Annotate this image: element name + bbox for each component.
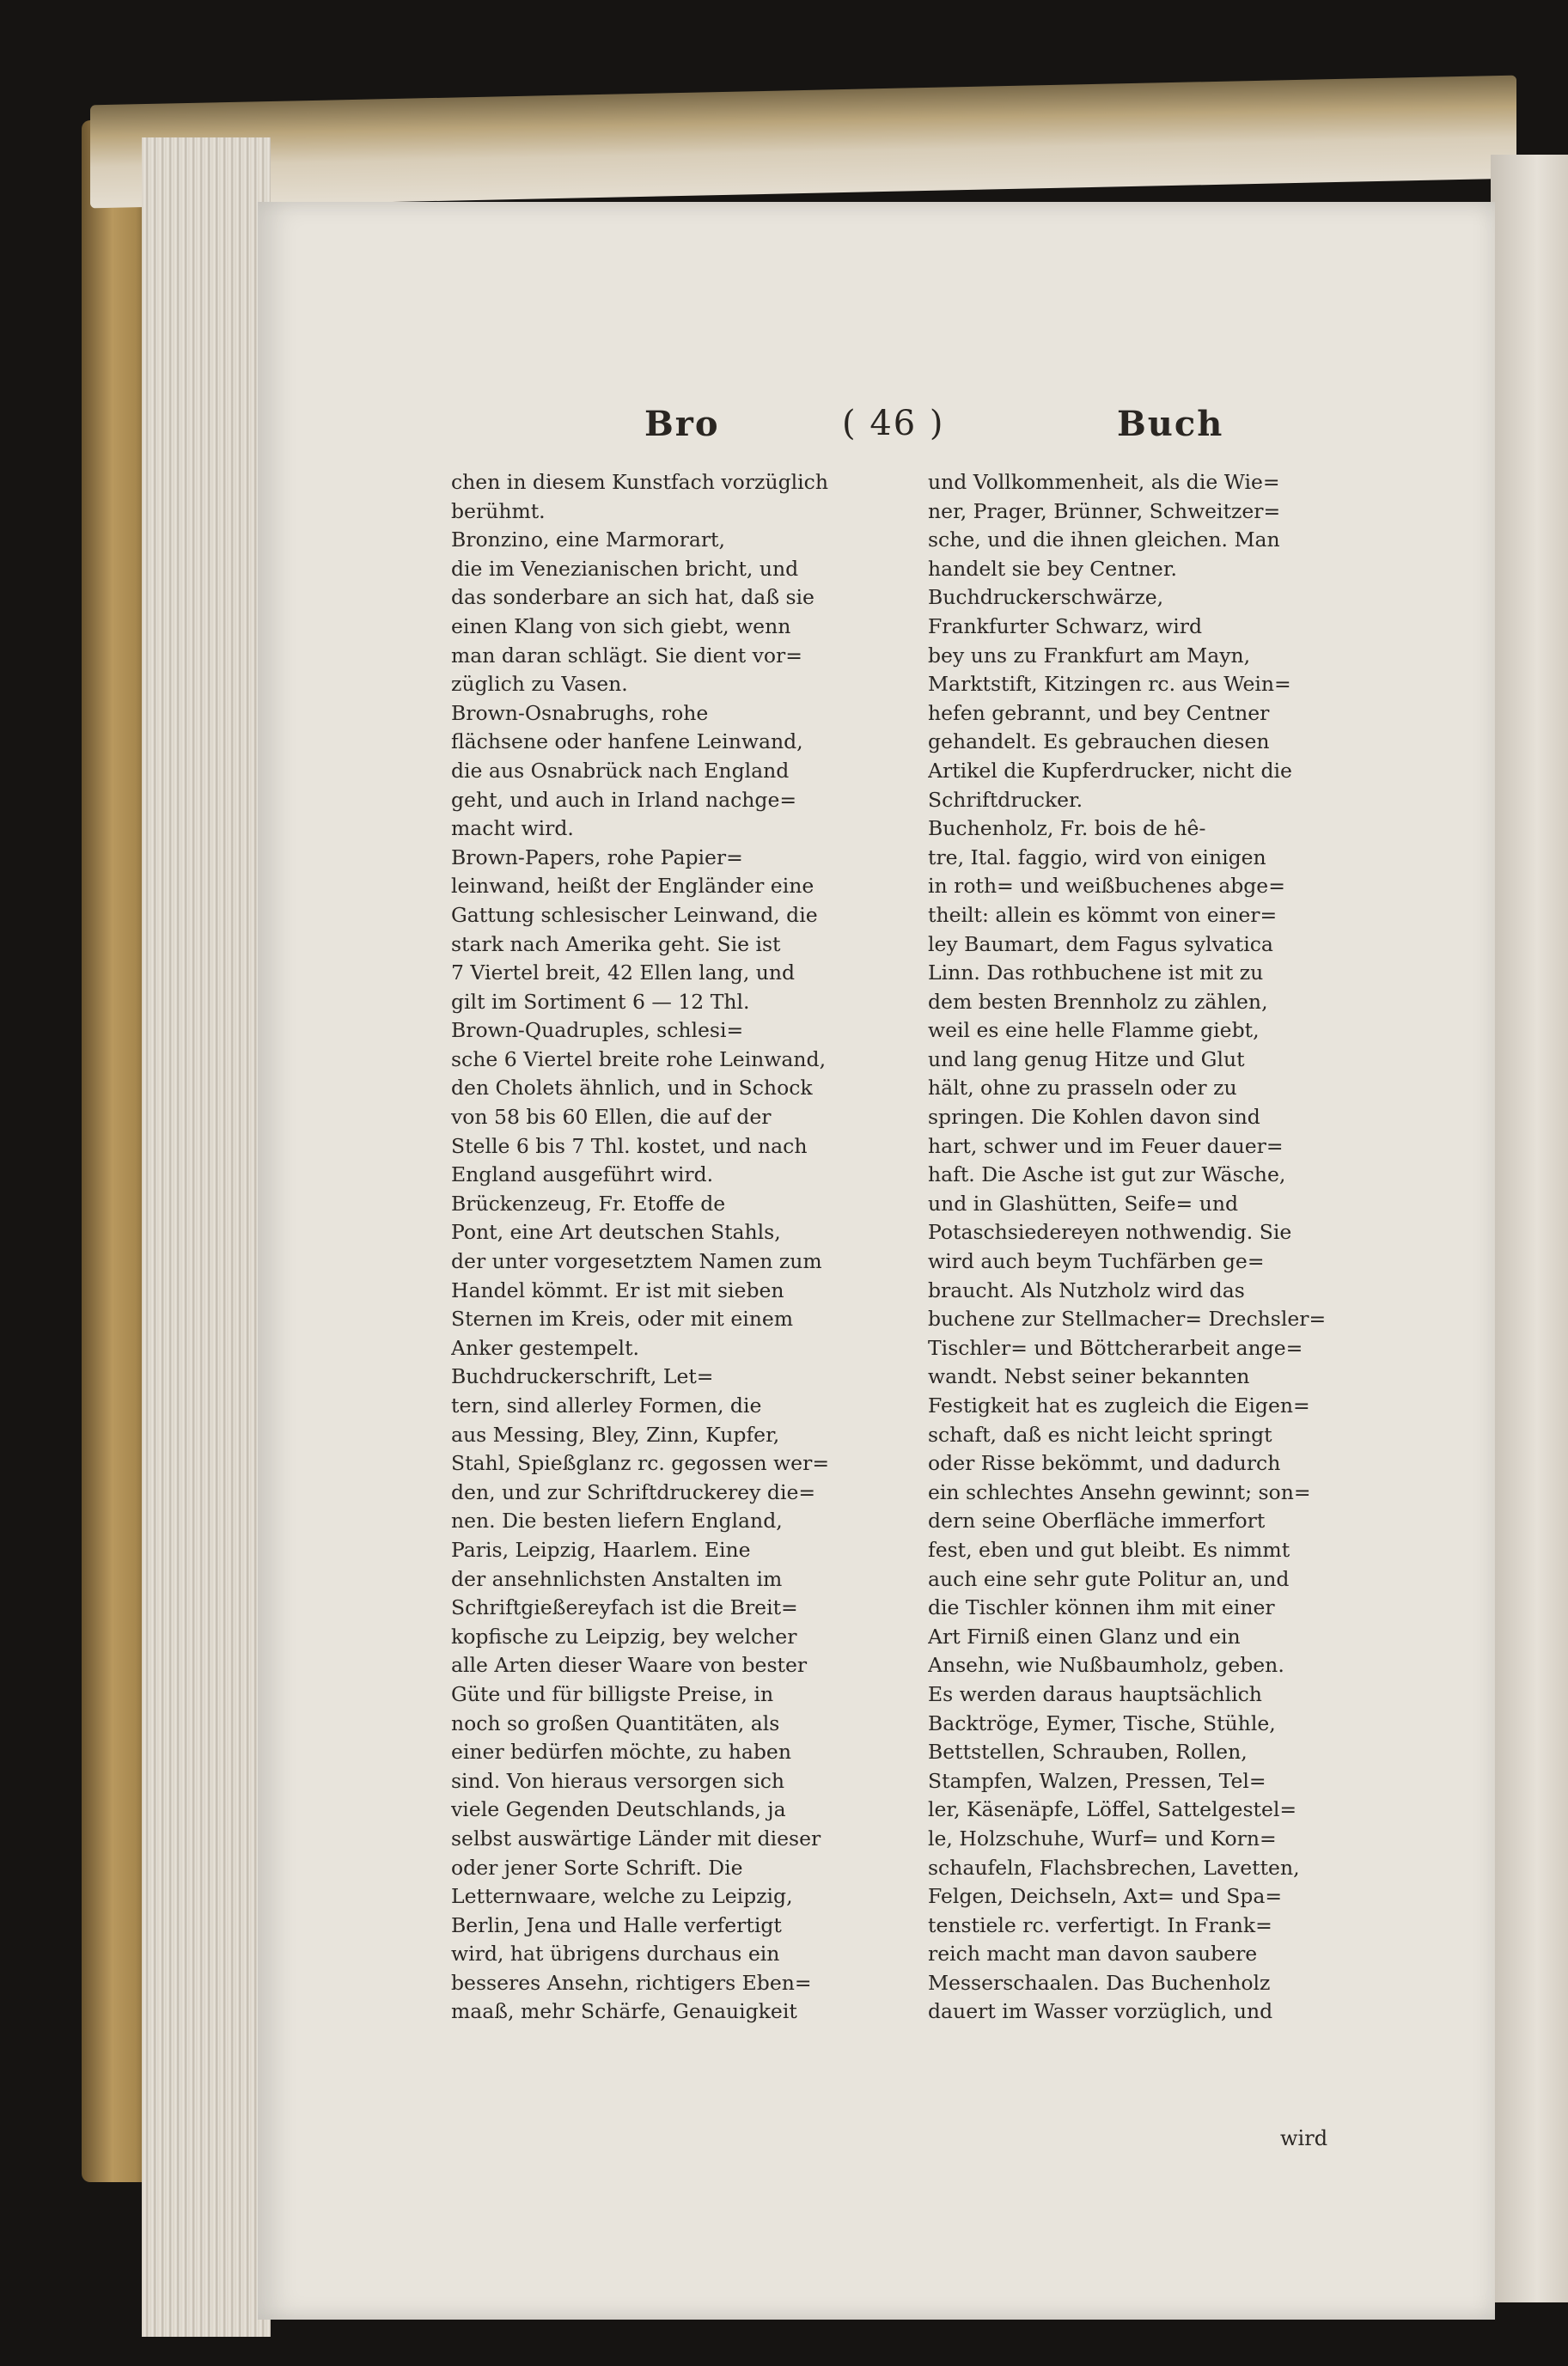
text-line: dem besten Brennholz zu zählen, bbox=[928, 989, 1268, 1014]
text-line: der unter vorgesetztem Namen zum bbox=[451, 1249, 822, 1274]
text-line: braucht. Als Nutzholz wird das bbox=[928, 1278, 1245, 1302]
text-line: man daran schlägt. Sie dient vor= bbox=[451, 643, 802, 668]
text-line: macht wird. bbox=[451, 816, 574, 841]
text-line: sche 6 Viertel breite rohe Leinwand, bbox=[451, 1046, 827, 1071]
text-line: Berlin, Jena und Halle verfertigt bbox=[451, 1912, 782, 1937]
text-line: Tischler= und Böttcherarbeit ange= bbox=[928, 1335, 1303, 1360]
text-line: bey uns zu Frankfurt am Mayn, bbox=[928, 643, 1251, 668]
text-line: wird auch beym Tuchfärben ge= bbox=[928, 1249, 1265, 1274]
text-line: le, Holzschuhe, Wurf= und Korn= bbox=[928, 1826, 1277, 1851]
text-line: in roth= und weißbuchenes abge= bbox=[928, 874, 1285, 899]
text-line: England ausgeführt wird. bbox=[451, 1162, 714, 1187]
text-line: ler, Käsenäpfe, Löffel, Sattelgestel= bbox=[928, 1797, 1297, 1822]
text-line: Bettstellen, Schrauben, Rollen, bbox=[928, 1740, 1248, 1765]
text-line: tenstiele rc. verfertigt. In Frank= bbox=[928, 1912, 1272, 1937]
text-line: leinwand, heißt der Engländer eine bbox=[451, 874, 815, 899]
text-line: Marktstift, Kitzingen rc. aus Wein= bbox=[928, 672, 1291, 697]
text-line: Letternwaare, welche zu Leipzig, bbox=[451, 1884, 793, 1909]
text-line: hefen gebrannt, und bey Centner bbox=[928, 700, 1270, 725]
text-line: hart, schwer und im Feuer dauer= bbox=[928, 1133, 1284, 1158]
text-line: kopfische zu Leipzig, bey welcher bbox=[451, 1624, 797, 1649]
text-line: Art Firniß einen Glanz und ein bbox=[928, 1624, 1241, 1649]
text-line: züglich zu Vasen. bbox=[451, 672, 628, 697]
text-line: wird, hat übrigens durchaus ein bbox=[451, 1942, 780, 1967]
text-line: Linn. Das rothbuchene ist mit zu bbox=[928, 960, 1264, 985]
text-line: das sonderbare an sich hat, daß sie bbox=[451, 585, 815, 610]
header-right-word: Buch bbox=[1117, 404, 1224, 444]
text-line: reich macht man davon saubere bbox=[928, 1942, 1258, 1967]
text-line: die Tischler können ihm mit einer bbox=[928, 1595, 1275, 1620]
text-line: Brown-Osnabrughs, rohe bbox=[451, 700, 709, 725]
text-line: die im Venezianischen bricht, und bbox=[451, 556, 799, 581]
text-line: sind. Von hieraus versorgen sich bbox=[451, 1768, 785, 1793]
text-line: Es werden daraus hauptsächlich bbox=[928, 1681, 1262, 1706]
text-line: und lang genug Hitze und Glut bbox=[928, 1046, 1245, 1071]
text-line: sche, und die ihnen gleichen. Man bbox=[928, 527, 1280, 552]
text-line: chen in diesem Kunstfach vorzüglich bbox=[451, 470, 828, 494]
text-line: die aus Osnabrück nach England bbox=[451, 758, 790, 783]
text-line: Sternen im Kreis, oder mit einem bbox=[451, 1307, 794, 1332]
page-edges bbox=[142, 137, 271, 2337]
text-line: Güte und für billigste Preise, in bbox=[451, 1681, 774, 1706]
text-line: Gattung schlesischer Leinwand, die bbox=[451, 902, 818, 927]
text-line: der ansehnlichsten Anstalten im bbox=[451, 1566, 783, 1591]
text-line: den Cholets ähnlich, und in Schock bbox=[451, 1076, 813, 1101]
text-line: Festigkeit hat es zugleich die Eigen= bbox=[928, 1393, 1310, 1418]
text-line: geht, und auch in Irland nachge= bbox=[451, 787, 797, 812]
text-line: hält, ohne zu prasseln oder zu bbox=[928, 1076, 1237, 1101]
text-line: Stampfen, Walzen, Pressen, Tel= bbox=[928, 1768, 1266, 1793]
text-line: 7 Viertel breit, 42 Ellen lang, und bbox=[451, 960, 796, 985]
text-line: Artikel die Kupferdrucker, nicht die bbox=[928, 758, 1292, 783]
text-line: theilt: allein es kömmt von einer= bbox=[928, 902, 1278, 927]
running-head bbox=[258, 404, 1495, 473]
text-line: dauert im Wasser vorzüglich, und bbox=[928, 1999, 1273, 2024]
text-line: aus Messing, Bley, Zinn, Kupfer, bbox=[451, 1422, 780, 1447]
left-column bbox=[451, 468, 898, 2027]
text-line: ner, Prager, Brünner, Schweitzer= bbox=[928, 498, 1281, 523]
text-line: Paris, Leipzig, Haarlem. Eine bbox=[451, 1537, 751, 1562]
text-line: schaufeln, Flachsbrechen, Lavetten, bbox=[928, 1855, 1300, 1880]
text-line: berühmt. bbox=[451, 498, 546, 523]
catchword: wird bbox=[1280, 2126, 1328, 2150]
text-line: Buchdruckerschrift, Let= bbox=[451, 1364, 714, 1389]
text-line: alle Arten dieser Waare von bester bbox=[451, 1653, 808, 1678]
text-line: einen Klang von sich giebt, wenn bbox=[451, 613, 791, 638]
text-line: Brückenzeug, Fr. Etoffe de bbox=[451, 1191, 726, 1216]
text-line: tre, Ital. faggio, wird von einigen bbox=[928, 845, 1266, 869]
text-line: oder jener Sorte Schrift. Die bbox=[451, 1855, 743, 1880]
text-line: wandt. Nebst seiner bekannten bbox=[928, 1364, 1250, 1389]
text-line: und Vollkommenheit, als die Wie= bbox=[928, 470, 1280, 494]
text-line: selbst auswärtige Länder mit dieser bbox=[451, 1826, 821, 1851]
text-line: maaß, mehr Schärfe, Genauigkeit bbox=[451, 1999, 797, 2024]
text-line: handelt sie bey Centner. bbox=[928, 556, 1177, 581]
text-line: fest, eben und gut bleibt. Es nimmt bbox=[928, 1537, 1290, 1562]
text-line: Schriftdrucker. bbox=[928, 787, 1083, 812]
text-line: viele Gegenden Deutschlands, ja bbox=[451, 1797, 786, 1822]
book-page bbox=[258, 202, 1495, 2320]
text-line: Bronzino, eine Marmorart, bbox=[451, 527, 725, 552]
text-line: Buchdruckerschwärze, bbox=[928, 585, 1164, 610]
text-line: und in Glashütten, Seife= und bbox=[928, 1191, 1239, 1216]
text-line: noch so großen Quantitäten, als bbox=[451, 1710, 780, 1735]
text-line: buchene zur Stellmacher= Drechsler= bbox=[928, 1307, 1327, 1332]
page-number: ( 46 ) bbox=[842, 404, 945, 443]
text-line: nen. Die besten liefern England, bbox=[451, 1509, 783, 1534]
text-line: tern, sind allerley Formen, die bbox=[451, 1393, 762, 1418]
text-line: Brown-Quadruples, schlesi= bbox=[451, 1018, 744, 1043]
text-line: Stahl, Spießglanz rc. gegossen wer= bbox=[451, 1451, 830, 1476]
text-line: Anker gestempelt. bbox=[451, 1335, 639, 1360]
text-line: gilt im Sortiment 6 — 12 Thl. bbox=[451, 989, 750, 1014]
facing-page-edge bbox=[1491, 155, 1568, 2302]
text-line: gehandelt. Es gebrauchen diesen bbox=[928, 729, 1270, 754]
right-column bbox=[928, 468, 1375, 2027]
text-line: ein schlechtes Ansehn gewinnt; son= bbox=[928, 1479, 1311, 1504]
text-line: auch eine sehr gute Politur an, und bbox=[928, 1566, 1290, 1591]
text-line: Ansehn, wie Nußbaumholz, geben. bbox=[928, 1653, 1284, 1678]
text-line: weil es eine helle Flamme giebt, bbox=[928, 1018, 1260, 1043]
text-line: stark nach Amerika geht. Sie ist bbox=[451, 931, 781, 956]
text-line: von 58 bis 60 Ellen, die auf der bbox=[451, 1105, 772, 1130]
text-line: oder Risse bekömmt, und dadurch bbox=[928, 1451, 1281, 1476]
text-line: Frankfurter Schwarz, wird bbox=[928, 613, 1203, 638]
text-line: Schriftgießereyfach ist die Breit= bbox=[451, 1595, 798, 1620]
text-line: Brown-Papers, rohe Papier= bbox=[451, 845, 743, 869]
text-line: flächsene oder hanfene Leinwand, bbox=[451, 729, 803, 754]
text-line: Backtröge, Eymer, Tische, Stühle, bbox=[928, 1710, 1276, 1735]
text-line: ley Baumart, dem Fagus sylvatica bbox=[928, 931, 1273, 956]
text-line: Buchenholz, Fr. bois de hê- bbox=[928, 816, 1206, 841]
text-line: haft. Die Asche ist gut zur Wäsche, bbox=[928, 1162, 1286, 1187]
text-line: Handel kömmt. Er ist mit sieben bbox=[451, 1278, 784, 1302]
book-top-edge bbox=[90, 76, 1516, 209]
text-line: dern seine Oberfläche immerfort bbox=[928, 1509, 1266, 1534]
text-line: springen. Die Kohlen davon sind bbox=[928, 1105, 1260, 1130]
text-line: einer bedürfen möchte, zu haben bbox=[451, 1740, 791, 1765]
header-left-word: Bro bbox=[644, 404, 720, 444]
text-line: Potaschsiedereyen nothwendig. Sie bbox=[928, 1220, 1292, 1245]
text-line: Felgen, Deichseln, Axt= und Spa= bbox=[928, 1884, 1283, 1909]
text-line: Messerschaalen. Das Buchenholz bbox=[928, 1970, 1271, 1995]
text-line: schaft, daß es nicht leicht springt bbox=[928, 1422, 1272, 1447]
text-line: besseres Ansehn, richtigers Eben= bbox=[451, 1970, 812, 1995]
text-line: Pont, eine Art deutschen Stahls, bbox=[451, 1220, 781, 1245]
text-line: Stelle 6 bis 7 Thl. kostet, und nach bbox=[451, 1133, 808, 1158]
text-line: den, und zur Schriftdruckerey die= bbox=[451, 1479, 816, 1504]
